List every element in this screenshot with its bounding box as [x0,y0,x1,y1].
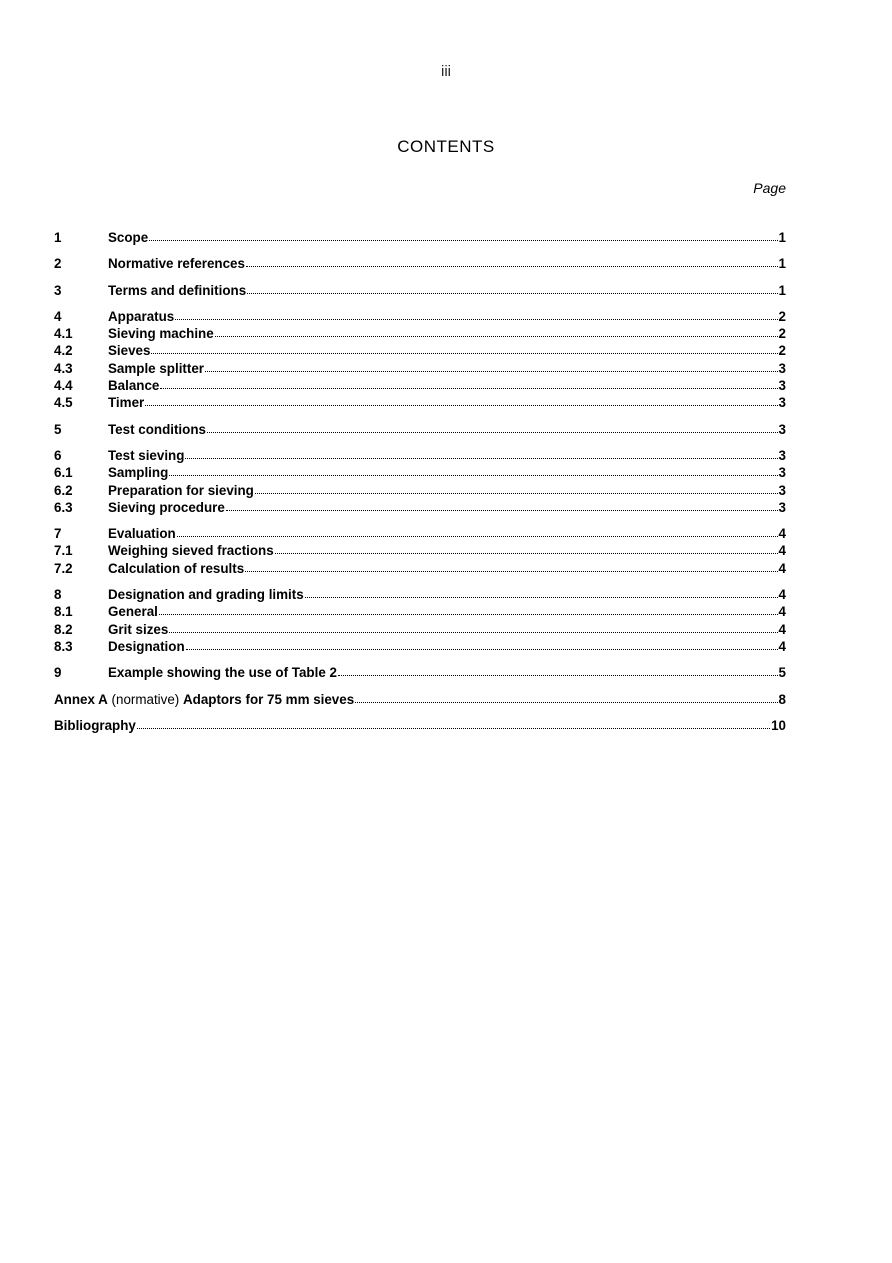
toc-entry[interactable] [54,586,786,603]
toc-page-number: 3 [778,499,786,515]
toc-section-number: 4.3 [54,360,73,376]
toc-section-number: 4.5 [54,395,73,411]
toc-entry-bibliography[interactable] [54,717,786,734]
toc-section-number: 6.3 [54,499,73,515]
dot-leader [215,325,778,337]
toc-page-number: 5 [778,665,786,681]
toc-section-number: 4 [54,308,62,324]
dot-leader [137,717,770,729]
toc-page-number: 2 [778,326,786,342]
toc-entry[interactable] [54,499,786,516]
toc-entry[interactable] [54,255,786,272]
toc-entry[interactable] [54,308,786,325]
toc-page-number: 8 [778,691,786,707]
toc-page-number: 1 [778,282,786,298]
toc-entry[interactable] [54,482,786,499]
toc-page-number: 4 [778,621,786,637]
toc-section-title: Sieving procedure [108,499,225,515]
toc-section-title: Apparatus [108,308,175,324]
toc-bibliography-group [54,717,786,734]
toc-section-title: Normative references [108,256,245,272]
toc-section-number: 6.1 [54,465,73,481]
toc-page-number: 3 [778,360,786,376]
toc-section-number: 8.3 [54,638,73,654]
toc-page-number: 3 [778,421,786,437]
toc-bibliography-label: Bibliography [54,717,136,733]
toc-section-number: 7.2 [54,560,73,576]
toc-section-title: Test conditions [108,421,206,437]
dot-leader [275,542,778,554]
toc-section-title: Sieves [108,343,151,359]
annex-title: Adaptors for 75 mm sieves [182,691,355,707]
toc-section-number: 8 [54,587,62,603]
annex-prefix: Annex A [54,691,108,707]
toc-page-number: 2 [778,343,786,359]
toc-entry[interactable] [54,229,786,246]
toc-groups [54,229,786,682]
page-title: CONTENTS [397,137,495,156]
dot-leader [159,603,778,615]
toc-page-number: 3 [778,465,786,481]
toc-group [54,525,786,577]
dot-leader [205,360,778,372]
toc-annex-label [54,691,354,708]
toc-section-title: Test sieving [108,447,185,463]
toc-entry[interactable] [54,447,786,464]
toc-annex-group [54,691,786,708]
dot-leader [160,377,777,389]
toc-group [54,229,786,246]
dot-leader [338,664,778,676]
toc-group [54,282,786,299]
toc-page-number: 4 [778,604,786,620]
toc-page-number: 4 [778,526,786,542]
toc-page-number: 3 [778,447,786,463]
dot-leader [151,342,777,354]
page-column-label: Page [753,180,786,196]
toc-page-number: 3 [778,482,786,498]
toc-entry-annex-a[interactable] [54,691,786,708]
dot-leader [207,421,778,433]
toc-section-title: Sampling [108,465,169,481]
toc-section-title: Evaluation [108,526,176,542]
dot-leader [177,525,778,537]
page-number: iii [441,63,451,80]
toc-section-number: 8.1 [54,604,73,620]
toc-section-title: Designation and grading limits [108,587,304,603]
toc-section-number: 9 [54,665,62,681]
toc-page-number: 4 [778,543,786,559]
dot-leader [246,255,778,267]
dot-leader [185,447,777,459]
toc-group [54,586,786,655]
toc-section-title: Sample splitter [108,360,204,376]
toc-section-number: 4.1 [54,326,73,342]
toc-section-number: 6.2 [54,482,73,498]
toc-section-title: Designation [108,638,185,654]
toc-section-title: Balance [108,378,160,394]
toc-entry[interactable] [54,282,786,299]
toc-section-title: Example showing the use of Table 2 [108,665,337,681]
toc-section-number: 4.4 [54,378,73,394]
toc-section-number: 1 [54,230,62,245]
toc-page-number: 1 [778,230,786,245]
toc-group [54,255,786,272]
dot-leader [255,482,778,494]
toc-page-number: 3 [778,395,786,411]
toc-page-number: 10 [771,717,786,733]
toc-section-number: 7.1 [54,543,73,559]
toc-section-title: General [108,604,158,620]
toc-entry[interactable] [54,603,786,620]
toc-page-number: 2 [778,308,786,324]
toc-section-title: Preparation for sieving [108,482,254,498]
toc-page-number: 1 [778,256,786,272]
dot-leader [169,464,777,476]
toc-entry[interactable] [54,394,786,411]
toc-section-number: 5 [54,421,62,437]
toc-section-title: Grit sizes [108,621,169,637]
toc-entry[interactable] [54,525,786,542]
toc-entry[interactable] [54,421,786,438]
toc-section-title: Sieving machine [108,326,214,342]
toc-section-title: Weighing sieved fractions [108,543,274,559]
dot-leader [305,586,778,598]
dot-leader [226,499,778,511]
toc-page-number: 4 [778,638,786,654]
toc-entry[interactable] [54,464,786,481]
dot-leader [247,282,777,294]
toc-section-number: 3 [54,282,62,298]
dot-leader [245,560,777,572]
toc-entry[interactable] [54,638,786,655]
dot-leader [145,394,777,406]
annex-normative: (normative) [107,691,183,707]
toc-entry[interactable] [54,325,786,342]
toc-section-title: Timer [108,395,145,411]
toc-entry[interactable] [54,377,786,394]
toc-section-title: Calculation of results [108,560,245,576]
toc-page-number: 3 [778,378,786,394]
toc-entry[interactable] [54,664,786,681]
dot-leader [355,691,777,703]
toc-section-number: 8.2 [54,621,73,637]
toc-entry[interactable] [54,560,786,577]
toc-entry[interactable] [54,342,786,359]
table-of-contents [54,229,786,743]
dot-leader [175,308,777,320]
dot-leader [169,621,777,633]
toc-section-title: Scope [108,230,149,245]
toc-section-number: 6 [54,447,62,463]
toc-entry[interactable] [54,621,786,638]
dot-leader [149,229,777,241]
toc-page-number: 4 [778,560,786,576]
toc-entry[interactable] [54,542,786,559]
toc-group [54,308,786,412]
toc-page-number: 4 [778,587,786,603]
toc-group [54,447,786,516]
toc-section-number: 2 [54,256,62,272]
toc-group [54,664,786,681]
dot-leader [186,638,778,650]
toc-section-title: Terms and definitions [108,282,247,298]
toc-entry[interactable] [54,360,786,377]
toc-group [54,421,786,438]
toc-section-number: 4.2 [54,343,73,359]
toc-section-number: 7 [54,526,62,542]
